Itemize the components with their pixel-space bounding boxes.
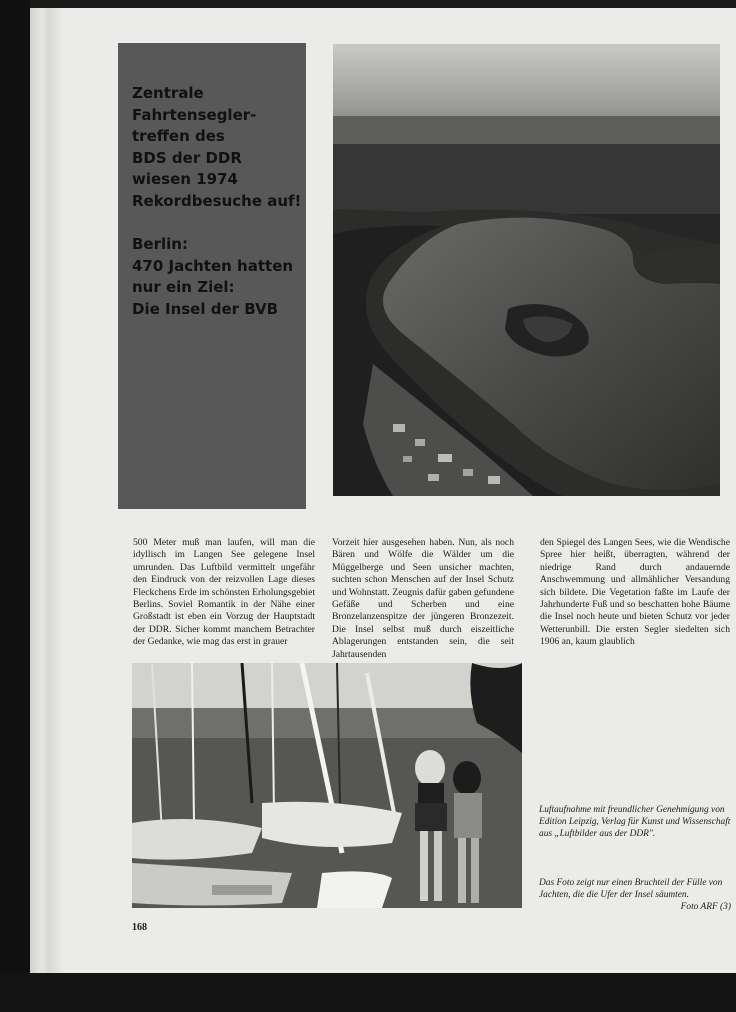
article-column-2 [332,537,514,661]
headline-line: Zentrale [132,84,204,102]
article-text: den Spiegel des Langen Sees, wie die Wendische Spree hier heißt, überragten, während der niedrige Rand durch andauernde Anschwemmung und allmählicher Versandung sich bildete. Die Vegetation faßte im Laufe der Jahrhunderte Fuß und so beschatten hohe Bäume die Insel noch heute und bieten Schutz vor jeder Wetterunbill. Die ersten Segler siedelten sich 1906 an, kaum glaublich [540,537,730,648]
subheadline-line: nur ein Ziel: [132,278,235,296]
headline-line: wiesen 1974 [132,170,238,188]
dark-background [0,973,736,1012]
book-spine [0,0,30,1012]
subheadline-line: Die Insel der BVB [132,299,279,318]
subheadline-line: Berlin: [132,235,188,253]
headline-line: Fahrtensegler- [132,105,257,124]
article-column-3 [540,537,730,649]
headline-line: Rekordbesuche auf! [132,191,302,210]
article-column-1 [133,537,315,649]
photo-caption-text: Das Foto zeigt nur einen Bruchteil der Fülle von Jachten, die die Ufer der Insel säumten. [539,878,723,900]
page-edges [30,8,64,973]
headline-box [118,43,306,509]
article-text: 500 Meter muß man laufen, will man die idyllisch im Langen See gelegene Insel umrunden. Das Luftbild vermittelt ungefähr den Eindruck von der reizvollen Lage dieses Fleckchens Erde im schönsten Erholungsgebiet Berlins. Soviel Romantik in der Nähe einer Großstadt ist eben ein Vorzug der Hauptstadt der DDR. Sicher kommt manchem Betrachter der Gedanke, wie mag das erst in grauer [133,537,315,648]
headline-line: BDS der DDR [132,148,242,167]
harbor-photo-caption [539,877,734,913]
magazine-page [62,8,736,973]
photo-credit: Foto ARF (3) [680,902,731,912]
aerial-photo-caption: Luftaufnahme mit freundlicher Genehmigung von Edition Leipzig, Verlag für Kunst und Wissenschaft aus „Luftbilder aus der DDR". [539,805,731,839]
harbor-photo [132,663,522,908]
aerial-photo [333,44,720,496]
headline [132,83,306,320]
article-text: Vorzeit hier ausgesehen haben. Nun, als noch Bären und Wölfe die Wälder um die Müggelberge und Seen unsicher machten, suchten schon Menschen auf der Insel Schutz und Wohnstatt. Zeugnis dafür gaben gefundene Gefäße und Scherben und eine Bronzelanzenspitze der jüngeren Bronzezeit. Die Insel selbst muß durch eiszeitliche Ablagerungen entstanden sein, die seit Jahrtausenden [332,537,514,660]
subheadline-line: 470 Jachten hatten [132,256,294,275]
headline-line: treffen des [132,127,225,145]
page-number: 168 [132,922,147,933]
